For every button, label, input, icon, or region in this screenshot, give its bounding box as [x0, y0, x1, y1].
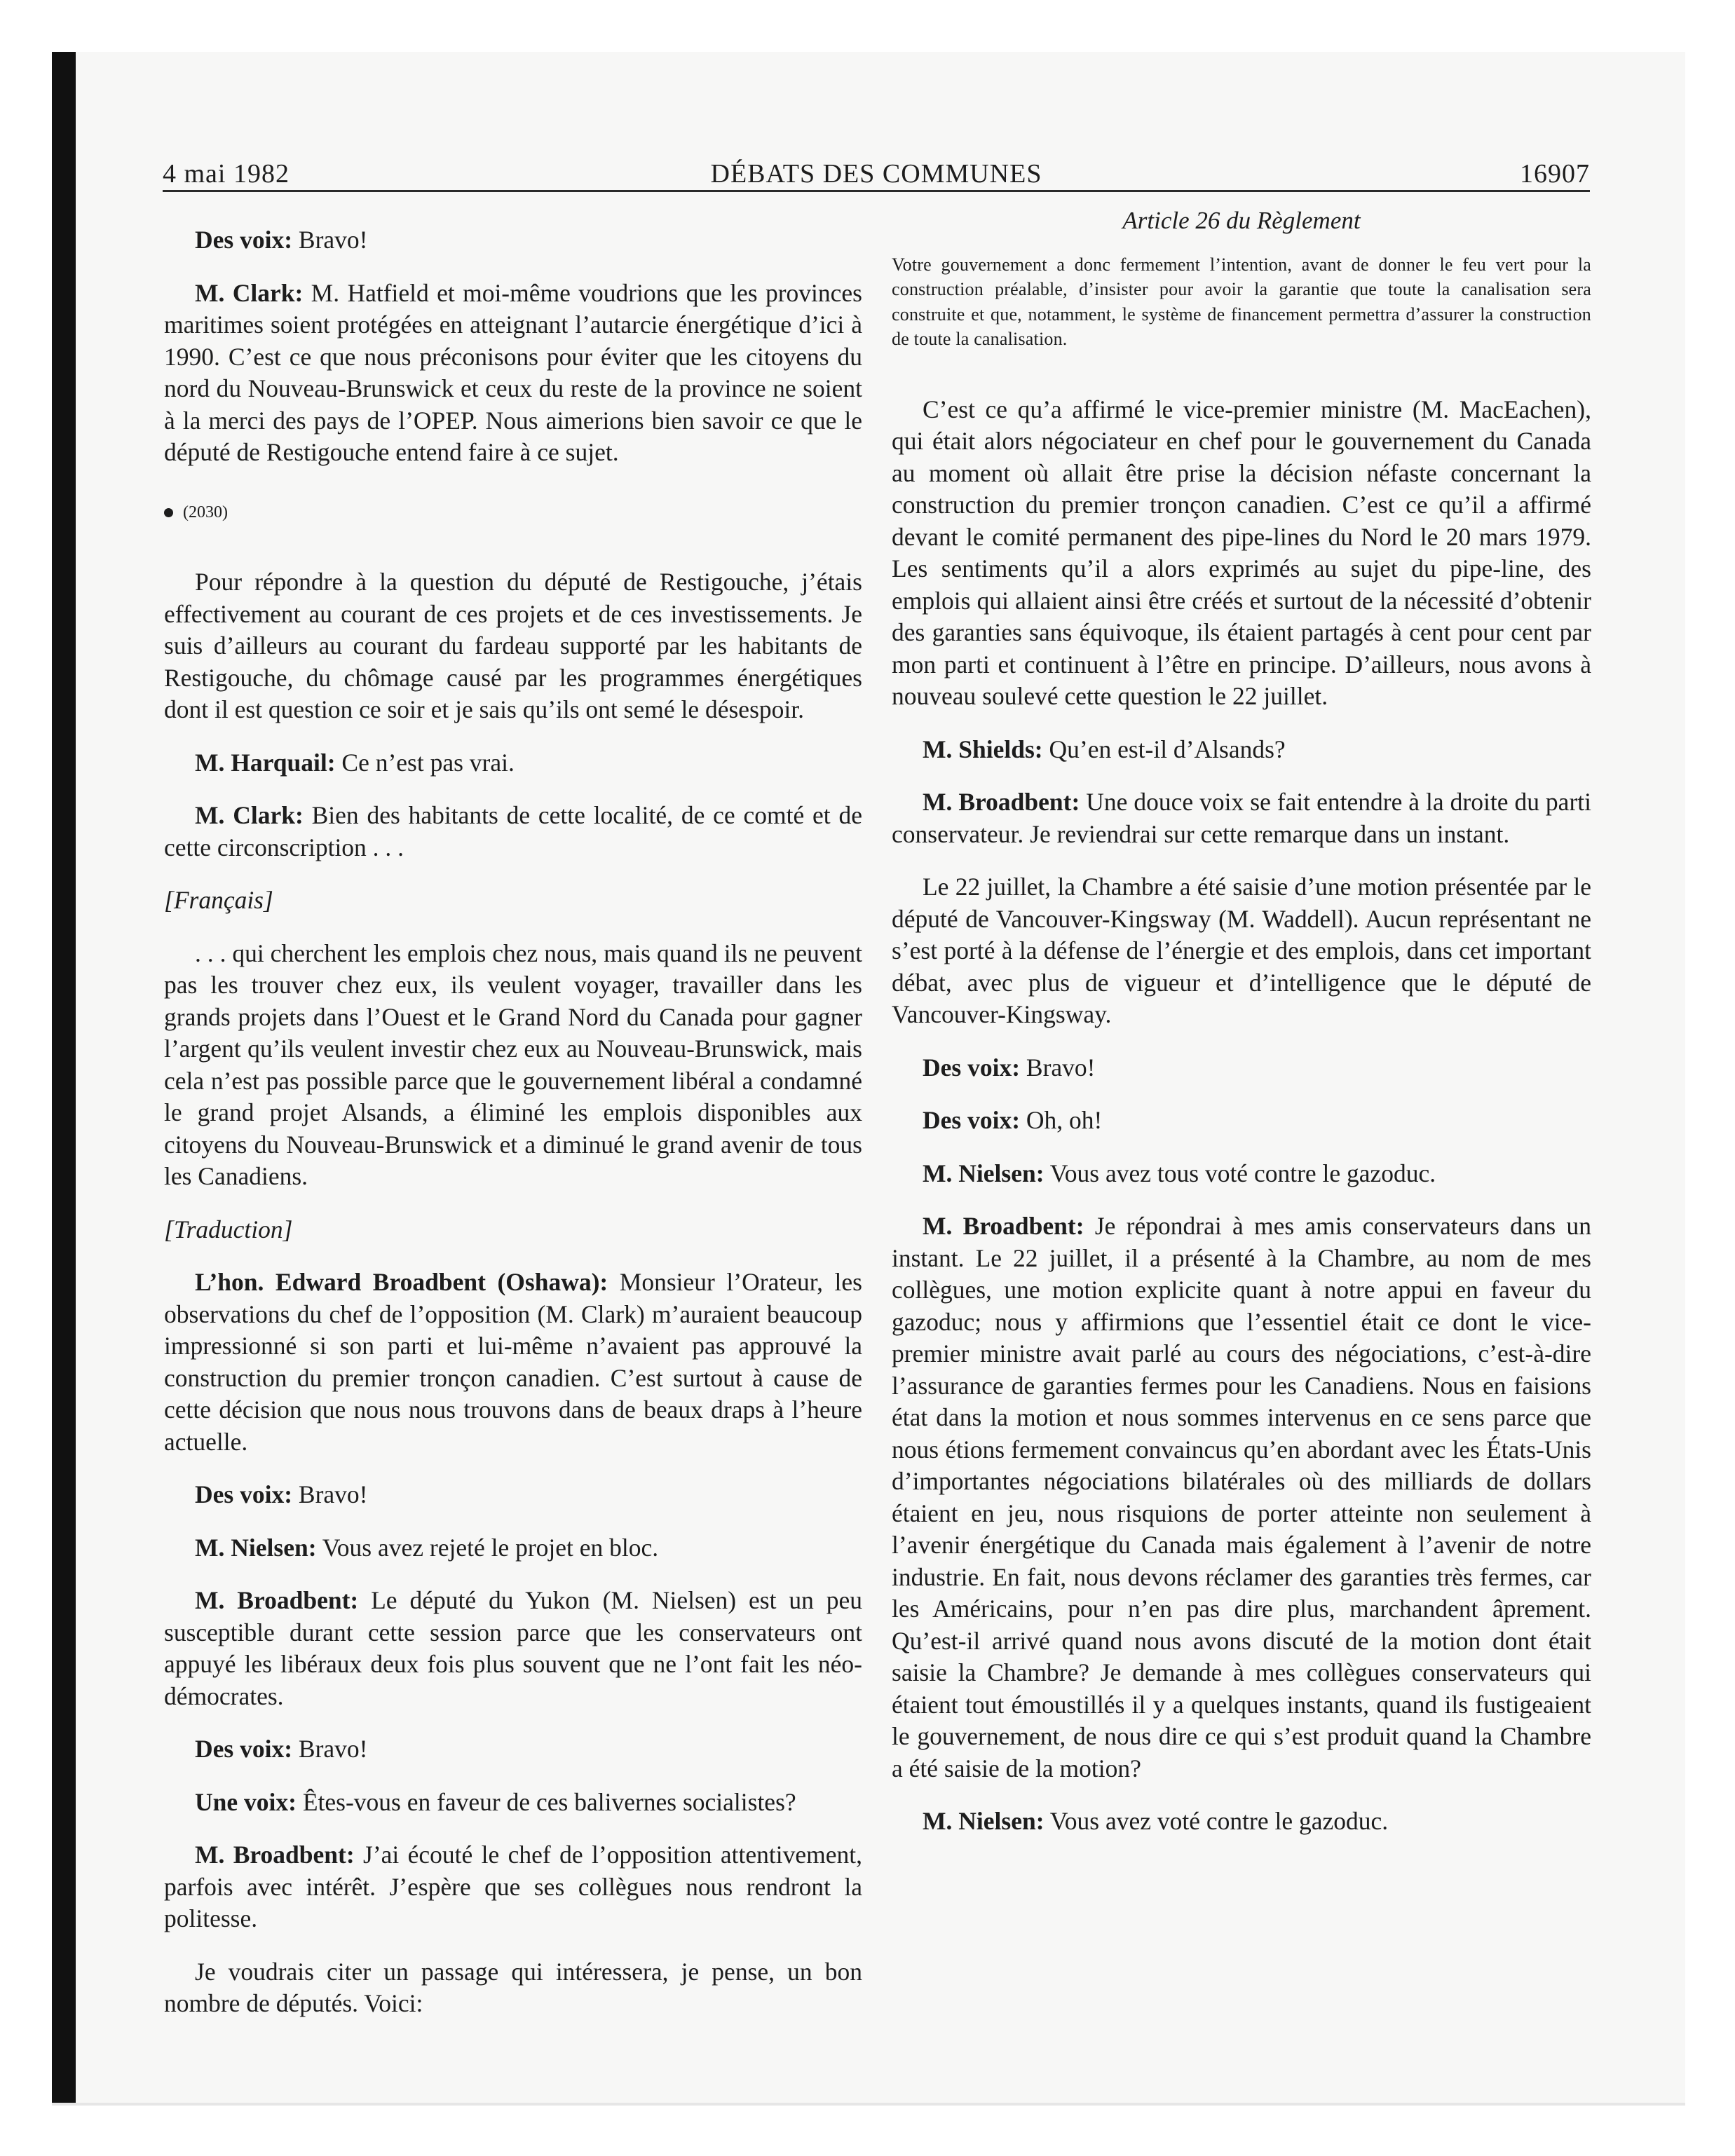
speech-text: Vous avez voté contre le gazoduc.	[1044, 1807, 1389, 1835]
scan-edge-left	[52, 52, 76, 2104]
paragraph	[164, 1839, 862, 1935]
right-column	[892, 205, 1591, 1859]
header-title: DÉBATS DES COMMUNES	[710, 159, 1042, 189]
speech-text: Monsieur l’Orateur, les observations du chef de l’opposition (M. Clark) m’auraient beaucoup impressionné si son parti et lui-même n’avaient pas approuvé la construction du premier tronçon canadien. C’est surtout à cause de cette décision que nous nous trouvons dans de beaux draps à l’heure actuelle.	[164, 1268, 862, 1456]
speaker-name: M. Nielsen:	[923, 1807, 1045, 1835]
speech-text: Vous avez rejeté le projet en bloc.	[316, 1533, 659, 1562]
speech-text: Oh, oh!	[1020, 1106, 1103, 1134]
paragraph	[164, 224, 862, 257]
speech-text: J’ai écouté le chef de l’opposition attentivement, parfois avec intérêt. J’espère que ses collègues nous rendront la politesse.	[164, 1841, 862, 1932]
paragraph: Le 22 juillet, la Chambre a été saisie d’une motion présentée par le député de Vancouver-Kingsway (M. Waddell). Aucun représentant ne s’est porté à la défense de l’énergie et des emplois, dans cet important débat, avec plus de vigueur et d’intelligence que le député de Vancouver-Kingsway.	[892, 873, 1591, 1028]
speech-text: Bravo!	[292, 1735, 368, 1763]
speech-text: Je répondrai à mes amis conservateurs dans un instant. Le 22 juillet, il a présenté à la Chambre, au nom de mes collègues, une motion explicite quant à notre appui en faveur du gazoduc; nous y affirmions que l’essentiel était ce dont le vice-premier ministre avait parlé au cours des négociations, c’est-à-dire l’assurance de garanties fermes pour les Canadiens. Nous en faisions état dans la motion et nous sommes intervenus en ce sens parce que nous étions fermement convaincus qu’en abordant avec les États-Unis d’importantes négociations bilatérales où des milliards de dollars étaient en jeu, nous risquions de porter atteinte non seulement à l’avenir énergétique du Canada mais également à l’avenir de notre industrie. En fait, nous devons réclamer des garanties très fermes, car les Américains, pour n’en pas dire plus, marchandent âprement. Qu’est-il arrivé quand nous avons discuté de la motion dont était saisie la Chambre? Je demande à mes collègues conservateurs qui étaient tout émoustillés il y a quelques instants, quand ils fustigeaient le gouvernement, de nous dire ce qui s’est produit quand la Chambre a été saisie de la motion?	[892, 1212, 1591, 1782]
paragraph	[164, 1787, 862, 1819]
speaker-name: M. Nielsen:	[923, 1159, 1045, 1187]
speech-text: Ce n’est pas vrai.	[335, 748, 515, 777]
bullet-icon	[164, 508, 173, 517]
paragraph	[892, 1210, 1591, 1785]
timestamp-text: (2030)	[183, 503, 228, 521]
speaker-name: M. Broadbent:	[923, 788, 1080, 816]
speech-text: Le député du Yukon (M. Nielsen) est un peu susceptible durant cette session parce que les conservateurs ont appuyé les libéraux deux fois plus souvent que ne l’ont fait les néo-démocrates.	[164, 1586, 863, 1710]
paragraph	[164, 1585, 862, 1712]
speech-text: Bien des habitants de cette localité, de ce comté et de cette circonscription . . .	[164, 801, 862, 861]
speaker-name: M. Shields:	[923, 735, 1043, 763]
paragraph	[164, 1733, 862, 1766]
speech-text: Bravo!	[292, 226, 368, 254]
speaker-name: Des voix:	[923, 1106, 1021, 1134]
header-date: 4 mai 1982	[163, 159, 290, 189]
paragraph	[164, 1532, 862, 1564]
speech-text: Bravo!	[1020, 1053, 1096, 1082]
paragraph	[164, 278, 862, 469]
paragraph	[892, 1052, 1591, 1084]
language-tag-francais: [Français]	[164, 886, 273, 914]
paragraph	[892, 786, 1591, 850]
speaker-name: Des voix:	[195, 1480, 293, 1508]
speech-text: Êtes-vous en faveur de ces balivernes socialistes?	[296, 1787, 796, 1816]
paragraph	[164, 1479, 862, 1511]
rubric-heading: Article 26 du Règlement	[1122, 207, 1361, 234]
scan-edge-bottom	[52, 2103, 1685, 2106]
paragraph: Pour répondre à la question du député de Restigouche, j’étais effectivement au courant de ces projets et de ces investissements. Je suis d’ailleurs au courant du fardeau supporté par les habitants de Restigouche, du chômage causé par les programmes énergétiques dont il est question ce soir et je sais qu’ils ont semé le désespoir.	[164, 568, 862, 723]
header-rule	[163, 190, 1590, 192]
paragraph	[164, 1267, 862, 1458]
paragraph: C’est ce qu’a affirmé le vice-premier ministre (M. MacEachen), qui était alors négociateur en chef pour le gouvernement du Canada au moment où allait être prise la décision néfaste concernant la construction du premier tronçon canadien. C’est ce qu’il a affirmé devant le comité permanent des pipe-lines du Nord le 20 mars 1979. Les sentiments qu’il a alors exprimés au sujet du pipe-line, des emplois qui allaient ainsi être créés et surtout de la nécessité d’obtenir des garanties sans équivoque, ils étaient partagés à cent pour cent par mon parti et continuent à l’être en principe. D’ailleurs, nous avons à nouveau soulevé cette question le 22 juillet.	[892, 395, 1591, 710]
page-header	[163, 156, 1590, 192]
speaker-name: Des voix:	[195, 226, 293, 254]
speaker-name: M. Clark:	[195, 278, 304, 307]
speaker-name: M. Harquail:	[195, 748, 336, 777]
speaker-name: M. Nielsen:	[195, 1533, 317, 1562]
paragraph	[164, 800, 862, 864]
speaker-name: M. Broadbent:	[195, 1586, 359, 1614]
paragraph: . . . qui cherchent les emplois chez nous, mais quand ils ne peuvent pas les trouver chez eux, ils veulent voyager, travailler dans les grands projets dans l’Ouest et le Grand Nord du Canada pour gagner l’argent qu’ils veulent investir chez eux au Nouveau-Brunswick, mais cela n’est pas possible parce que le gouvernement libéral a condamné le grand projet Alsands, a éliminé les emplois disponibles aux citoyens du Nouveau-Brunswick et a diminué le grand avenir de tous les Canadiens.	[164, 939, 862, 1190]
paragraph	[892, 734, 1591, 766]
speech-text: Bravo!	[292, 1480, 368, 1508]
quoted-passage: Votre gouvernement a donc fermement l’intention, avant de donner le feu vert pour la construction préalable, d’insister pour avoir la garantie que toute la canalisation sera construite et que, notamment, le système de financement permettra d’assurer la construction de toute la canalisation.	[892, 254, 1591, 349]
speech-text: Une douce voix se fait entendre à la droite du parti conservateur. Je reviendrai sur cette remarque dans un instant.	[892, 788, 1591, 848]
language-tag-traduction: [Traduction]	[164, 1215, 293, 1243]
timestamp-marker	[164, 497, 862, 529]
speech-text: Vous avez tous voté contre le gazoduc.	[1044, 1159, 1436, 1187]
left-column	[164, 214, 862, 2041]
speech-text: M. Hatfield et moi-même voudrions que les provinces maritimes soient protégées en atteignant l’autarcie énergétique d’ici à 1990. C’est ce que nous préconisons pour éviter que les citoyens du nord du Nouveau-Brunswick et ceux du reste de la province ne soient à la merci des pays de l’OPEP. Nous aimerions bien savoir ce que le député de Restigouche entend faire à ce sujet.	[164, 278, 862, 466]
speaker-name: M. Broadbent:	[923, 1212, 1084, 1240]
speaker-name: L’hon. Edward Broadbent (Oshawa):	[195, 1268, 608, 1296]
paragraph	[164, 747, 862, 779]
header-page-number: 16907	[1520, 159, 1590, 189]
paragraph	[892, 1105, 1591, 1137]
paragraph: Je voudrais citer un passage qui intéressera, je pense, un bon nombre de députés. Voici:	[164, 1957, 862, 2017]
paragraph	[892, 1158, 1591, 1190]
speaker-name: Des voix:	[923, 1053, 1021, 1082]
speaker-name: Une voix:	[195, 1787, 297, 1816]
speaker-name: Des voix:	[195, 1735, 293, 1763]
speaker-name: M. Clark:	[195, 801, 304, 829]
speech-text: Qu’en est-il d’Alsands?	[1042, 735, 1286, 763]
speaker-name: M. Broadbent:	[195, 1841, 355, 1869]
paragraph	[892, 1806, 1591, 1838]
